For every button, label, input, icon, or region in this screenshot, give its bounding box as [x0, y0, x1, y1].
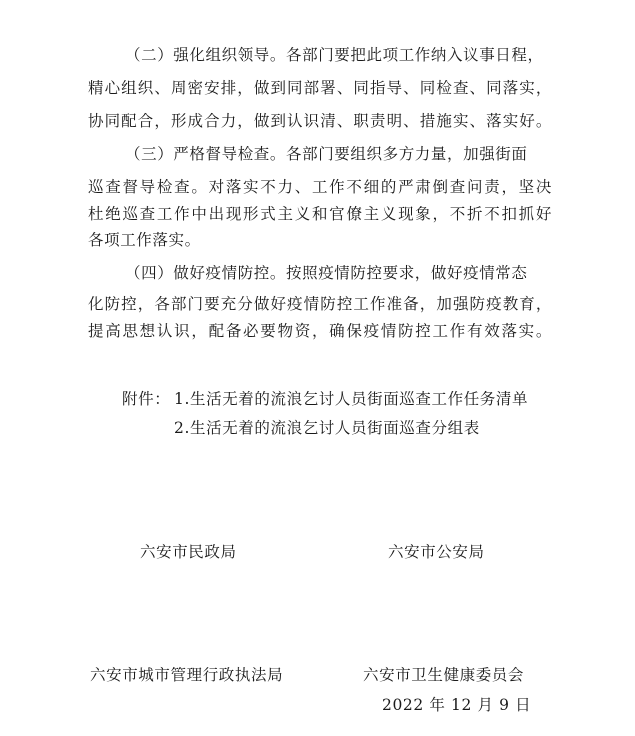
paragraph-4-line-1: （四）做好疫情防控。按照疫情防控要求，做好疫情常态 [125, 264, 528, 282]
paragraph-3-line-1: （三）严格督导检查。各部门要组织多方力量，加强街面 [125, 145, 528, 163]
paragraph-3-line-3: 杜绝巡查工作中出现形式主义和官僚主义现象，不折不扣抓好 [88, 205, 552, 223]
paragraph-4-line-2: 化防控，各部门要充分做好疫情防控工作准备，加强防疫教育， [88, 295, 552, 313]
attachment-label: 附件： [122, 390, 171, 408]
paragraph-2-line-2: 精心组织、周密安排，做到同部署、同指导、同检查、同落实， [88, 79, 552, 97]
paragraph-3-line-4: 各项工作落实。 [88, 231, 201, 249]
signatory-public-security: 六安市公安局 [388, 543, 485, 561]
signatory-urban-management: 六安市城市管理行政执法局 [90, 666, 284, 684]
signatory-health-commission: 六安市卫生健康委员会 [363, 666, 525, 684]
attachment-item-2: 2.生活无着的流浪乞讨人员街面巡查分组表 [174, 419, 480, 437]
paragraph-3-line-2: 巡查督导检查。对落实不力、工作不细的严肃倒查问责，坚决 [88, 178, 552, 196]
paragraph-2-line-3: 协同配合，形成合力，做到认识清、职责明、措施实、落实好。 [88, 112, 552, 130]
paragraph-4-line-3: 提高思想认识，配备必要物资，确保疫情防控工作有效落实。 [88, 322, 552, 340]
document-date: 2022 年 12 月 9 日 [382, 696, 532, 714]
signatory-civil-affairs: 六安市民政局 [140, 543, 237, 561]
paragraph-2-line-1: （二）强化组织领导。各部门要把此项工作纳入议事日程， [125, 46, 544, 64]
attachment-item-1: 1.生活无着的流浪乞讨人员街面巡查工作任务清单 [174, 390, 529, 408]
